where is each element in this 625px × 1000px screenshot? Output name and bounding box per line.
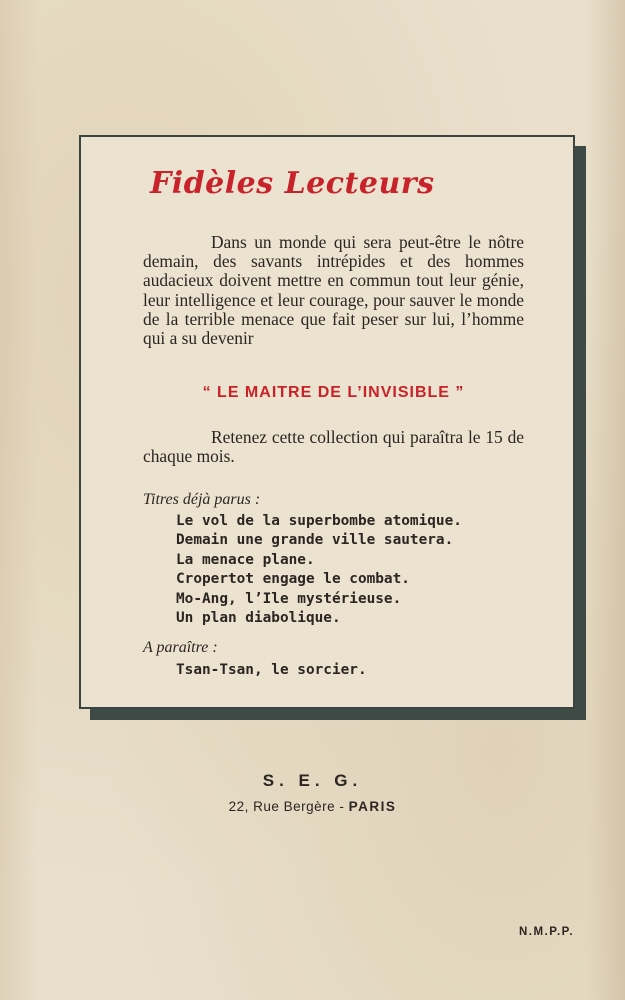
list-item: Un plan diabolique. xyxy=(176,610,341,627)
list-item: Le vol de la superbombe atomique. xyxy=(176,513,462,529)
published-label: Titres déjà parus : xyxy=(143,491,261,508)
upcoming-label: A paraître : xyxy=(143,639,218,656)
address-street: 22, Rue Bergère - xyxy=(228,799,345,814)
series-title: “ LE MAITRE DE L’INVISIBLE ” xyxy=(202,384,465,401)
address-city: PARIS xyxy=(348,799,397,814)
list-item: Demain une grande ville sautera. xyxy=(176,532,454,549)
list-item: La menace plane. xyxy=(176,551,315,568)
publisher-address xyxy=(0,799,625,814)
upcoming-title: Tsan-Tsan, le sorcier. xyxy=(176,662,367,678)
intro-paragraph: Dans un monde qui sera peut-être le nôtre demain, des savants intrépides et des hommes audacieux doivent mettre en commun tout leur génie, leur intelligence et leur courage, pour sauver le monde de la terrible menace que fait peser sur lui, l’homme qui a su devenir xyxy=(143,232,524,349)
published-titles-list xyxy=(176,512,462,628)
list-item: Mo-Ang, l’Ile mystérieuse. xyxy=(176,590,402,607)
publisher-name: S. E. G. xyxy=(262,771,363,790)
heading: Fidèles Lecteurs xyxy=(150,166,435,201)
collection-paragraph: Retenez cette collection qui paraîtra le 15 de chaque mois. xyxy=(143,427,524,467)
list-item: Cropertot engage le combat. xyxy=(176,571,410,588)
distributor-mark: N.M.P.P. xyxy=(519,926,575,938)
